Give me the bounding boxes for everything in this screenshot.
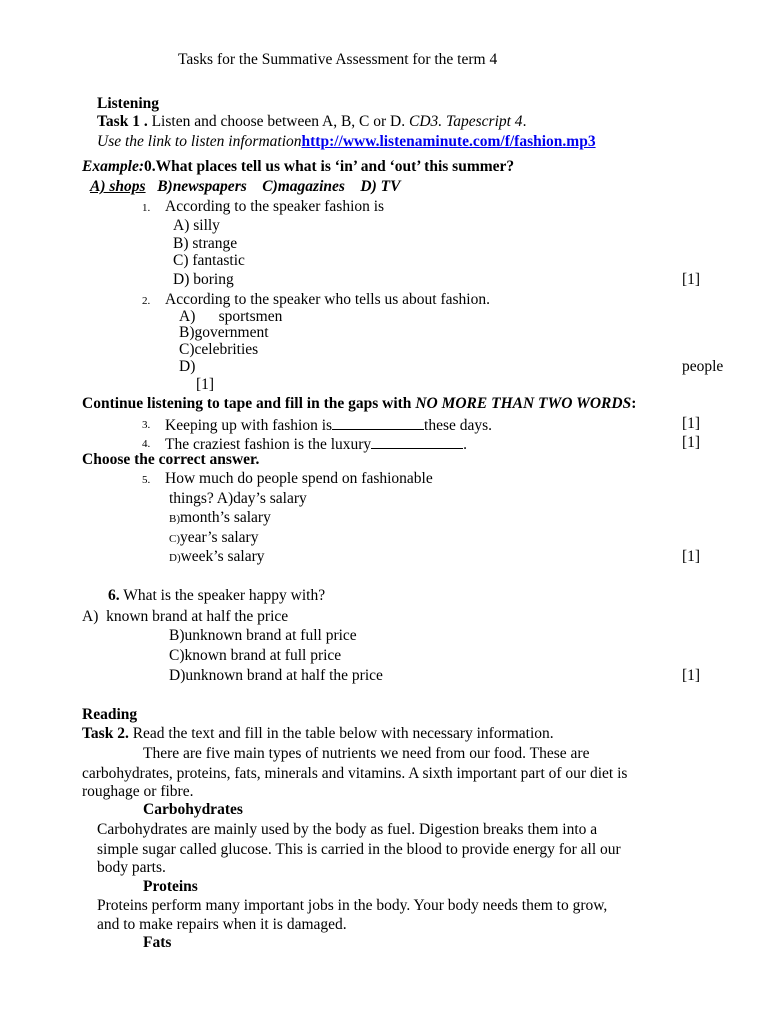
example-question-text: 0.What places tell us what is ‘in’ and ‘out’ this summer? <box>144 158 515 175</box>
q2-option-a: A) sportsmen <box>179 308 283 325</box>
q3-blank[interactable] <box>332 415 424 430</box>
q3-text: Keeping up with fashion is these days. <box>165 417 493 434</box>
carbs-line-2: simple sugar called glucose. This is carried in the blood to provide energy for all our <box>97 841 621 858</box>
q1-number: 1. <box>142 202 151 214</box>
example-label: Example: <box>82 158 144 175</box>
carbs-line-1: Carbohydrates are mainly used by the body as fuel. Digestion breaks them into a <box>97 821 598 838</box>
example-question <box>82 158 514 176</box>
q1-question: According to the speaker fashion is <box>165 198 385 215</box>
link-prefix: Use the link to listen information <box>97 133 302 150</box>
intro-line-2: carbohydrates, proteins, fats, minerals and vitamins. A sixth important part of our diet is <box>82 765 628 782</box>
example-answer-a: A) shops <box>90 178 146 195</box>
example-answers <box>90 178 400 196</box>
q1-option-b: B) strange <box>173 235 238 252</box>
q4-number: 4. <box>142 438 151 450</box>
task1-ref: CD3. Tapescript 4 <box>409 113 523 130</box>
q2-option-c: C)celebrities <box>179 341 259 358</box>
q3-mark: [1] <box>682 415 701 432</box>
q6-option-b: B)unknown brand at full price <box>169 627 357 644</box>
q1-option-c: C) fantastic <box>173 252 245 269</box>
q4-mark: [1] <box>682 434 701 451</box>
q1-option-d: D) boring <box>173 271 234 288</box>
q6-option-a: A) known brand at half the price <box>82 608 289 625</box>
listening-heading: Listening <box>97 95 160 112</box>
q2-mark: [1] <box>196 376 215 393</box>
example-answer-rest: B)newspapers C)magazines D) TV <box>145 178 401 195</box>
task1-line <box>97 113 526 131</box>
q5-option-d: D)week’s salary <box>169 548 265 565</box>
page-title: Tasks for the Summative Assessment for the term 4 <box>178 51 498 68</box>
fats-heading: Fats <box>143 934 172 951</box>
q5-question-cont: things? A)day’s salary <box>169 490 307 507</box>
carbs-line-3: body parts. <box>97 859 166 876</box>
task1-text: Listen and choose between A, B, C or D. <box>147 113 410 130</box>
q2-option-b: B)government <box>179 324 269 341</box>
carbs-heading: Carbohydrates <box>143 801 243 818</box>
task2-line: Task 2. Read the text and fill in the table below with necessary information. <box>82 725 554 742</box>
intro-line-1: There are five main types of nutrients we need from our food. These are <box>143 745 590 762</box>
choose-heading: Choose the correct answer. <box>82 451 260 468</box>
q2-last-word: people <box>682 358 724 375</box>
q6-mark: [1] <box>682 667 701 684</box>
q5-number: 5. <box>142 474 151 486</box>
q2-option-d: D) <box>179 358 196 375</box>
task1-label: Task 1 . <box>97 113 148 130</box>
intro-line-3: roughage or fibre. <box>82 783 194 800</box>
q1-option-a: A) silly <box>173 217 220 234</box>
q2-question: According to the speaker who tells us about fashion. <box>165 291 490 308</box>
proteins-line-1: Proteins perform many important jobs in the body. Your body needs them to grow, <box>97 897 608 914</box>
q5-option-c: C)year’s salary <box>169 529 259 546</box>
task1-ref-end: . <box>522 113 527 130</box>
audio-link[interactable]: http://www.listenaminute.com/f/fashion.mp3 <box>301 133 596 150</box>
q6-option-d: D)unknown brand at half the price <box>169 667 383 684</box>
q5-mark: [1] <box>682 548 701 565</box>
q5-option-b: B)month’s salary <box>169 509 271 526</box>
q5-question: How much do people spend on fashionable <box>165 470 433 487</box>
q4-blank[interactable] <box>371 434 463 449</box>
q4-text: The craziest fashion is the luxury . <box>165 436 468 453</box>
q6-option-c: C)known brand at full price <box>169 647 342 664</box>
proteins-line-2: and to make repairs when it is damaged. <box>97 916 347 933</box>
q3-number: 3. <box>142 419 151 431</box>
q6-question: 6. What is the speaker happy with? <box>108 587 326 604</box>
reading-heading: Reading <box>82 706 138 723</box>
gap-instruction: Continue listening to tape and fill in the gaps with NO MORE THAN TWO WORDS: <box>82 395 637 412</box>
link-line <box>97 133 596 151</box>
q1-mark: [1] <box>682 271 701 288</box>
q2-number: 2. <box>142 295 151 307</box>
proteins-heading: Proteins <box>143 878 198 895</box>
